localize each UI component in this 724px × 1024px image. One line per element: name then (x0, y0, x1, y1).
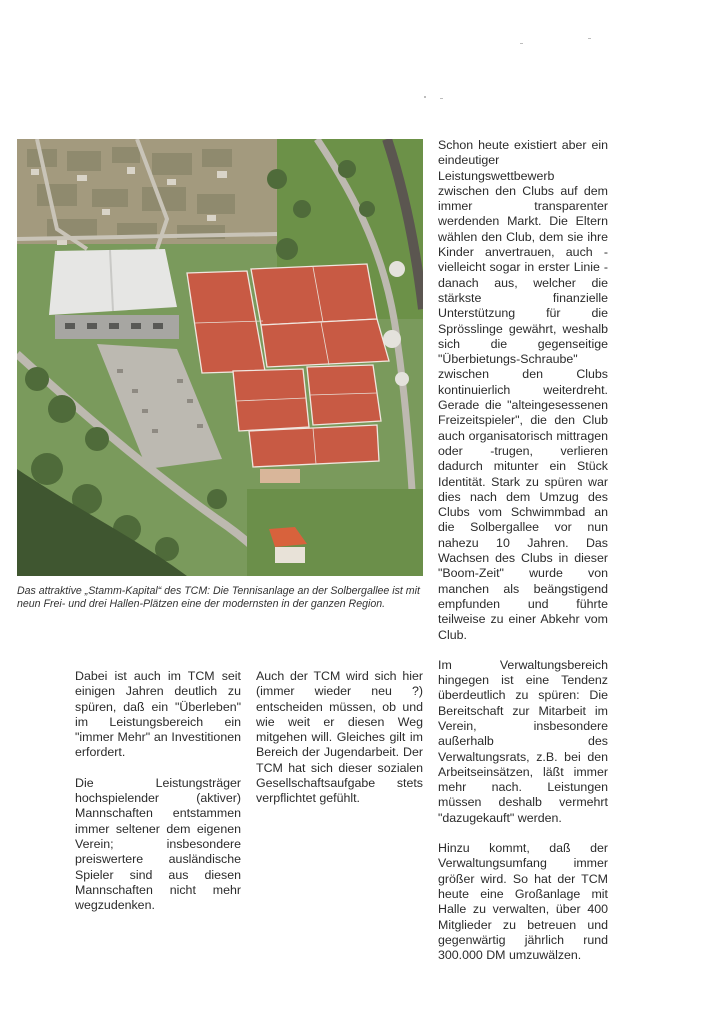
bottom-middle-text-column (256, 669, 423, 822)
paragraph: Die Leistungsträger hochspielender (aktiver) Mannschaften entstammen immer seltener dem eigenen Verein; insbesondere preiswertere ausländische Spieler sind aus diesen Mannschaften nicht mehr wegzudenken. (75, 775, 241, 913)
paragraph: Hinzu kommt, daß der Verwaltungsumfang immer größer wird. So hat der TCM heute eine Großanlage mit Halle zu verwalten, über 400 Mitglieder zu betreuen und gegenwärtig jährlich rund 300.000 DM umzuwälzen. (438, 841, 608, 963)
scan-speck (440, 98, 443, 99)
scan-speck (520, 43, 523, 44)
scan-speck (424, 96, 426, 98)
right-text-column (438, 138, 608, 978)
paragraph: Schon heute existiert aber ein eindeutiger Leistungswettbewerb zwischen den Clubs auf dem immer transparenter werdenden Markt. Die Eltern wählen den Club, dem sie ihre Kinder anvertrauen, auch - vielleicht sogar in erster Linie - danach aus, welcher die stärkste finanzielle Unterstützung für die Sprösslinge gewährt, weshalb sich die gegenseitige "Überbietungs-Schraube" zwischen den Clubs kontinuierlich weiterdreht. Gerade die "alteingesessenen Freizeitspieler", die den Club auch organisatorisch mittragen oder -trugen, verlieren dadurch mitunter ein Stück Identität. Stark zu spüren war dies nach dem Umzug des Clubs vom Schwimmbad an die Solbergallee vor nun nahezu 10 Jahren. Das Wachsen des Clubs in dieser "Boom-Zeit" wurde von manchen als beängstigend empfunden und führte teilweise zu einer Abkehr vom Club. (438, 138, 608, 642)
aerial-photo-drawing (17, 139, 423, 576)
bottom-left-text-column (75, 669, 241, 928)
paragraph: Dabei ist auch im TCM seit einigen Jahren deutlich zu spüren, daß ein "Überleben" im Leistungsbereich ein "immer Mehr" an Investitionen erfordert. (75, 669, 241, 760)
scan-speck (588, 38, 591, 39)
paragraph: Im Verwaltungsbereich hingegen ist eine Tendenz überdeutlich zu spüren: Die Bereitschaft zur Mitarbeit im Verein, insbesondere außerhalb des Verwaltungsrats, z.B. bei den Arbeitseinsätzen, läßt immer mehr nach. Leistungen müssen deshalb vermehrt "dazugekauft" werden. (438, 657, 608, 825)
photo-caption: Das attraktive „Stamm-Kapital“ des TCM: Die Tennisanlage an der Solbergallee ist mit neun Frei- und drei Hallen-Plätzen eine der modernsten in der ganzen Region. (17, 585, 420, 610)
paragraph: Auch der TCM wird sich hier (immer wieder neu ?) entscheiden müssen, ob und wie weit er diesen Weg mitgehen will. Gleiches gilt im Bereich der Jugendarbeit. Der TCM hat sich dieser sozialen Gesellschaftsaufgabe stets verpflichtet gefühlt. (256, 669, 423, 806)
aerial-photo-tennis-facility (17, 139, 423, 576)
